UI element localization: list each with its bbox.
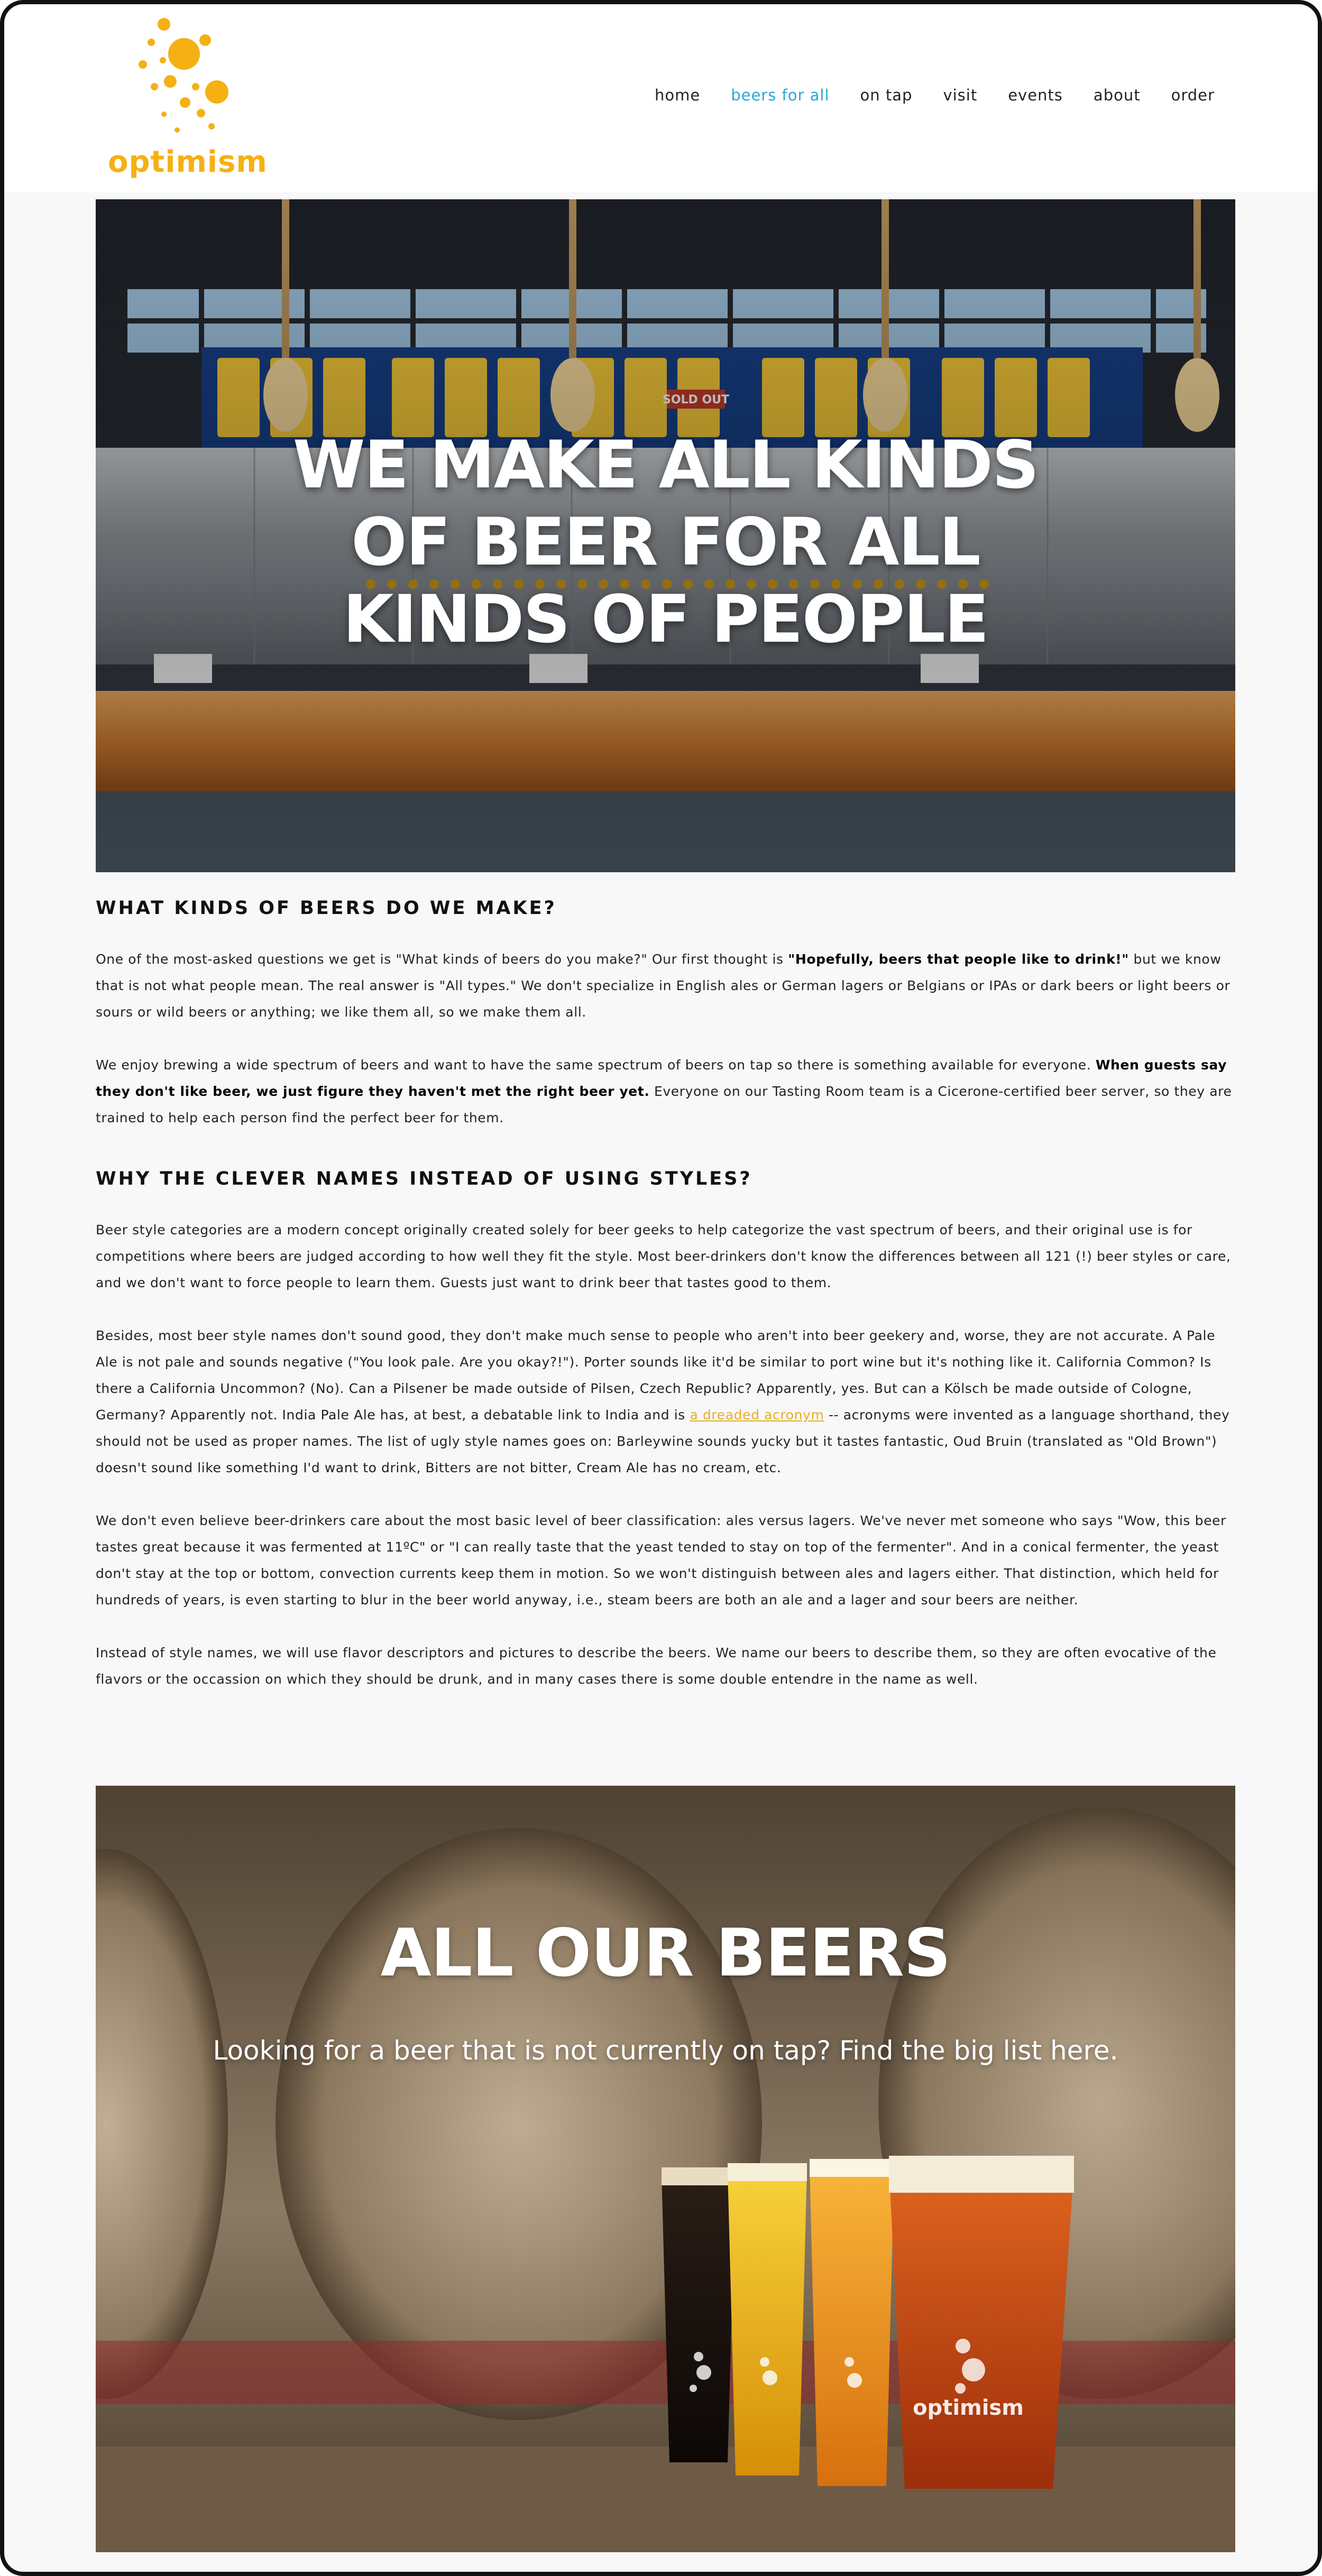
nav-events[interactable]: events <box>1008 86 1063 104</box>
nav-order[interactable]: order <box>1171 86 1215 104</box>
beer-glasses-image <box>96 1786 1235 2552</box>
bold-text: When guests say they don't like beer, we just figure they haven't met the right beer yet. <box>96 1057 1227 1099</box>
paragraph <box>96 1323 1235 1481</box>
paragraph: Instead of style names, we will use flavor descriptors and pictures to describe the beers. We name our beers to describe them, so they are often evocative of the flavors or the occassion on which they should be drunk, and in many cases there is some double entendre in the name as well. <box>96 1645 1217 1687</box>
text: but we know that is not what people mean. The real answer is "All types." We don't specialize in English ales or German lagers or Belgians or IPAs or dark beers or light beers or sours or wild beers or anything; we like them all, so we make them all. <box>96 952 1231 1020</box>
site-header <box>4 4 1318 192</box>
dreaded-acronym-link[interactable]: a dreaded acronym <box>690 1407 824 1423</box>
nav-about[interactable]: about <box>1093 86 1141 104</box>
paragraph <box>96 1052 1235 1131</box>
text: -- acronyms were invented as a language shorthand, they should not be used as proper names. The list of ugly style names goes on: Barleywine sounds yucky but it tastes fantastic, Oud Bruin (translated as "Old Brown") doesn't sound like something I'd want to drink, Bitters are not bitter, Cream Ale has no cream, etc. <box>96 1407 1230 1475</box>
section-heading-names: WHY THE CLEVER NAMES INSTEAD OF USING STYLES? <box>96 1168 752 1189</box>
bubbles-logo-icon <box>106 13 254 150</box>
hero-title: WE MAKE ALL KINDS OF BEER FOR ALL KINDS OF PEOPLE <box>292 427 1039 658</box>
logo-text: optimism <box>108 145 268 179</box>
glass-logo-text: optimism <box>913 2396 1024 2420</box>
logo[interactable] <box>106 13 268 182</box>
paragraph <box>96 946 1235 1026</box>
section-heading-kinds: WHAT KINDS OF BEERS DO WE MAKE? <box>96 898 557 919</box>
bold-text: "Hopefully, beers that people like to drink!" <box>788 952 1129 967</box>
banner-title: ALL OUR BEERS <box>380 1915 951 1991</box>
paragraph: We don't even believe beer-drinkers care about the most basic level of beer classification: ales versus lagers. We've never met someone who says "Wow, this beer tastes great because it was fermented at 11ºC" or "I can really taste that the yeast tended to stay on top of the fermenter". And in a conical fermenter, the yeast don't stay at the top or bottom, convection currents keep them in motion. So we won't distinguish between ales and lagers either. That distinction, which held for hundreds of years, is even starting to blur in the beer world anyway, i.e., steam beers are both an ale and a lager and sour beers are neither. <box>96 1513 1226 1608</box>
nav-on-tap[interactable]: on tap <box>860 86 913 104</box>
text: We enjoy brewing a wide spectrum of beers and want to have the same spectrum of beers on tap so there is something available for everyone. <box>96 1057 1096 1073</box>
nav-visit[interactable]: visit <box>943 86 978 104</box>
text: Besides, most beer style names don't sound good, they don't make much sense to people who aren't into beer geekery and, worse, they are not accurate. A Pale Ale is not pale and sounds negative ("You look pale. Are you okay?!"). Porter sounds like it'd be similar to port wine but it's nothing like it. California Common? Is there a California Uncommon? (No). Can a Pilsener be made outside of Pilsen, Czech Republic? Apparently, yes. But can a Kölsch be made outside of Cologne, Germany? Apparently not. India Pale Ale has, at best, a debatable link to India and is <box>96 1328 1216 1423</box>
main-content <box>96 898 1235 1693</box>
banner-subtitle[interactable]: Looking for a beer that is not currently on tap? Find the big list here. <box>213 2035 1118 2066</box>
nav-beers-for-all[interactable]: beers for all <box>731 86 830 104</box>
hero-banner <box>96 199 1235 872</box>
text: Everyone on our Tasting Room team is a Cicerone-certified beer server, so they are trained to help each person find the perfect beer for them. <box>96 1084 1232 1125</box>
text: One of the most-asked questions we get is "What kinds of beers do you make?" Our first thought is <box>96 952 788 967</box>
main-nav <box>655 86 1245 104</box>
nav-home[interactable]: home <box>655 86 701 104</box>
paragraph: Beer style categories are a modern concept originally created solely for beer geeks to help categorize the vast spectrum of beers, and their original use is for competitions where beers are judged according to how well they fit the style. Most beer-drinkers don't know the differences between all 121 (!) beer styles or care, and we don't want to force people to learn them. Guests just want to drink beer that tastes good to them. <box>96 1222 1231 1290</box>
all-beers-banner[interactable] <box>96 1786 1235 2552</box>
